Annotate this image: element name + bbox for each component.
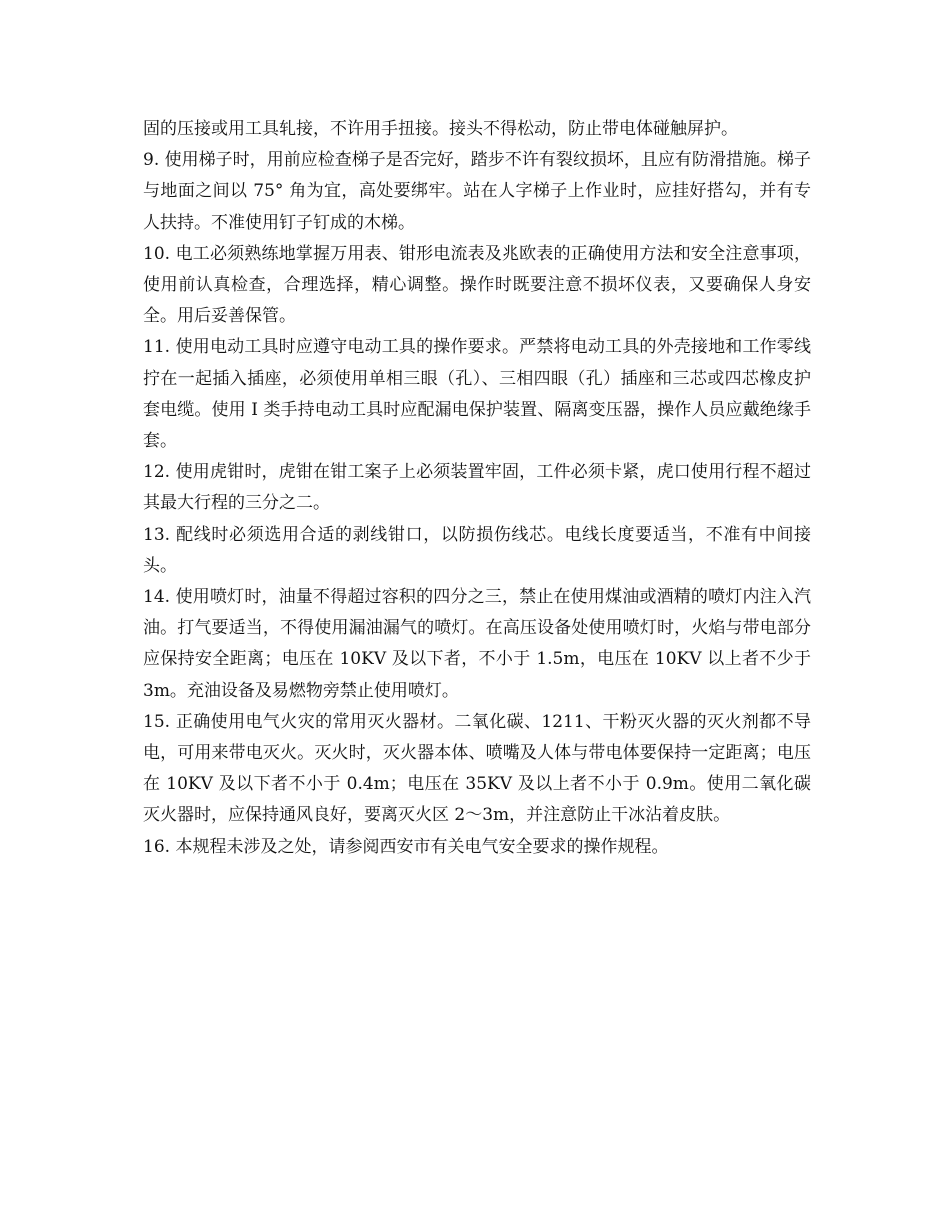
rule-10-meters: 10. 电工必须熟练地掌握万用表、钳形电流表及兆欧表的正确使用方法和安全注意事项，使用前认真检查，合理选择，精心调整。操作时既要注意不损坏仪表，又要确保人身安全。用后妥善保管。 (143, 243, 811, 327)
document-body (143, 114, 811, 863)
rule-14-blowtorch: 14. 使用喷灯时，油量不得超过容积的四分之三，禁止在使用煤油或酒精的喷灯内注入汽油。打气要适当，不得使用漏油漏气的喷灯。在高压设备处使用喷灯时，火焰与带电部分应保持安全距离；电压在 10KV 及以下者，不小于 1.5m，电压在 10KV 以上者不少于 3m。充油设备及易燃物旁禁止使用喷灯。 (143, 587, 811, 701)
rule-9-ladder: 9. 使用梯子时，用前应检查梯子是否完好，踏步不许有裂纹损坏，且应有防滑措施。梯子与地面之间以 75° 角为宜，高处要绑牢。站在人字梯子上作业时，应挂好搭勾，并有专人扶持。不准使用钉子钉成的木梯。 (143, 150, 811, 233)
rule-15-fire-extinguisher: 15. 正确使用电气火灾的常用灭火器材。二氧化碳、1211、干粉灭火器的灭火剂都不导电，可用来带电灭火。灭火时，灭火器本体、喷嘴及人体与带电体要保持一定距离；电压在 10KV 及以下者不小于 0.4m；电压在 35KV 及以上者不小于 0.9m。使用二氧化碳灭火器时，应保持通风良好，要离灭火区 2～3m，并注意防止干冰沾着皮肤。 (143, 711, 811, 826)
rule-13-wiring: 13. 配线时必须选用合适的剥线钳口，以防损伤线芯。电线长度要适当，不准有中间接头。 (143, 524, 811, 576)
rule-11-power-tools: 11. 使用电动工具时应遵守电动工具的操作要求。严禁将电动工具的外壳接地和工作零线拧在一起插入插座，必须使用单相三眼（孔）、三相四眼（孔）插座和三芯或四芯橡皮护套电缆。使用 I 类手持电动工具时应配漏电保护装置、隔离变压器，操作人员应戴绝缘手套。 (143, 337, 811, 452)
rule-16-reference: 16. 本规程未涉及之处，请参阅西安市有关电气安全要求的操作规程。 (143, 836, 669, 857)
paragraph-continuation: 固的压接或用工具轧接，不许用手扭接。接头不得松动，防止带电体碰触屏护。 (143, 119, 738, 139)
rule-12-vise: 12. 使用虎钳时，虎钳在钳工案子上必须装置牢固，工件必须卡紧，虎口使用行程不超过其最大行程的三分之二。 (143, 462, 811, 514)
